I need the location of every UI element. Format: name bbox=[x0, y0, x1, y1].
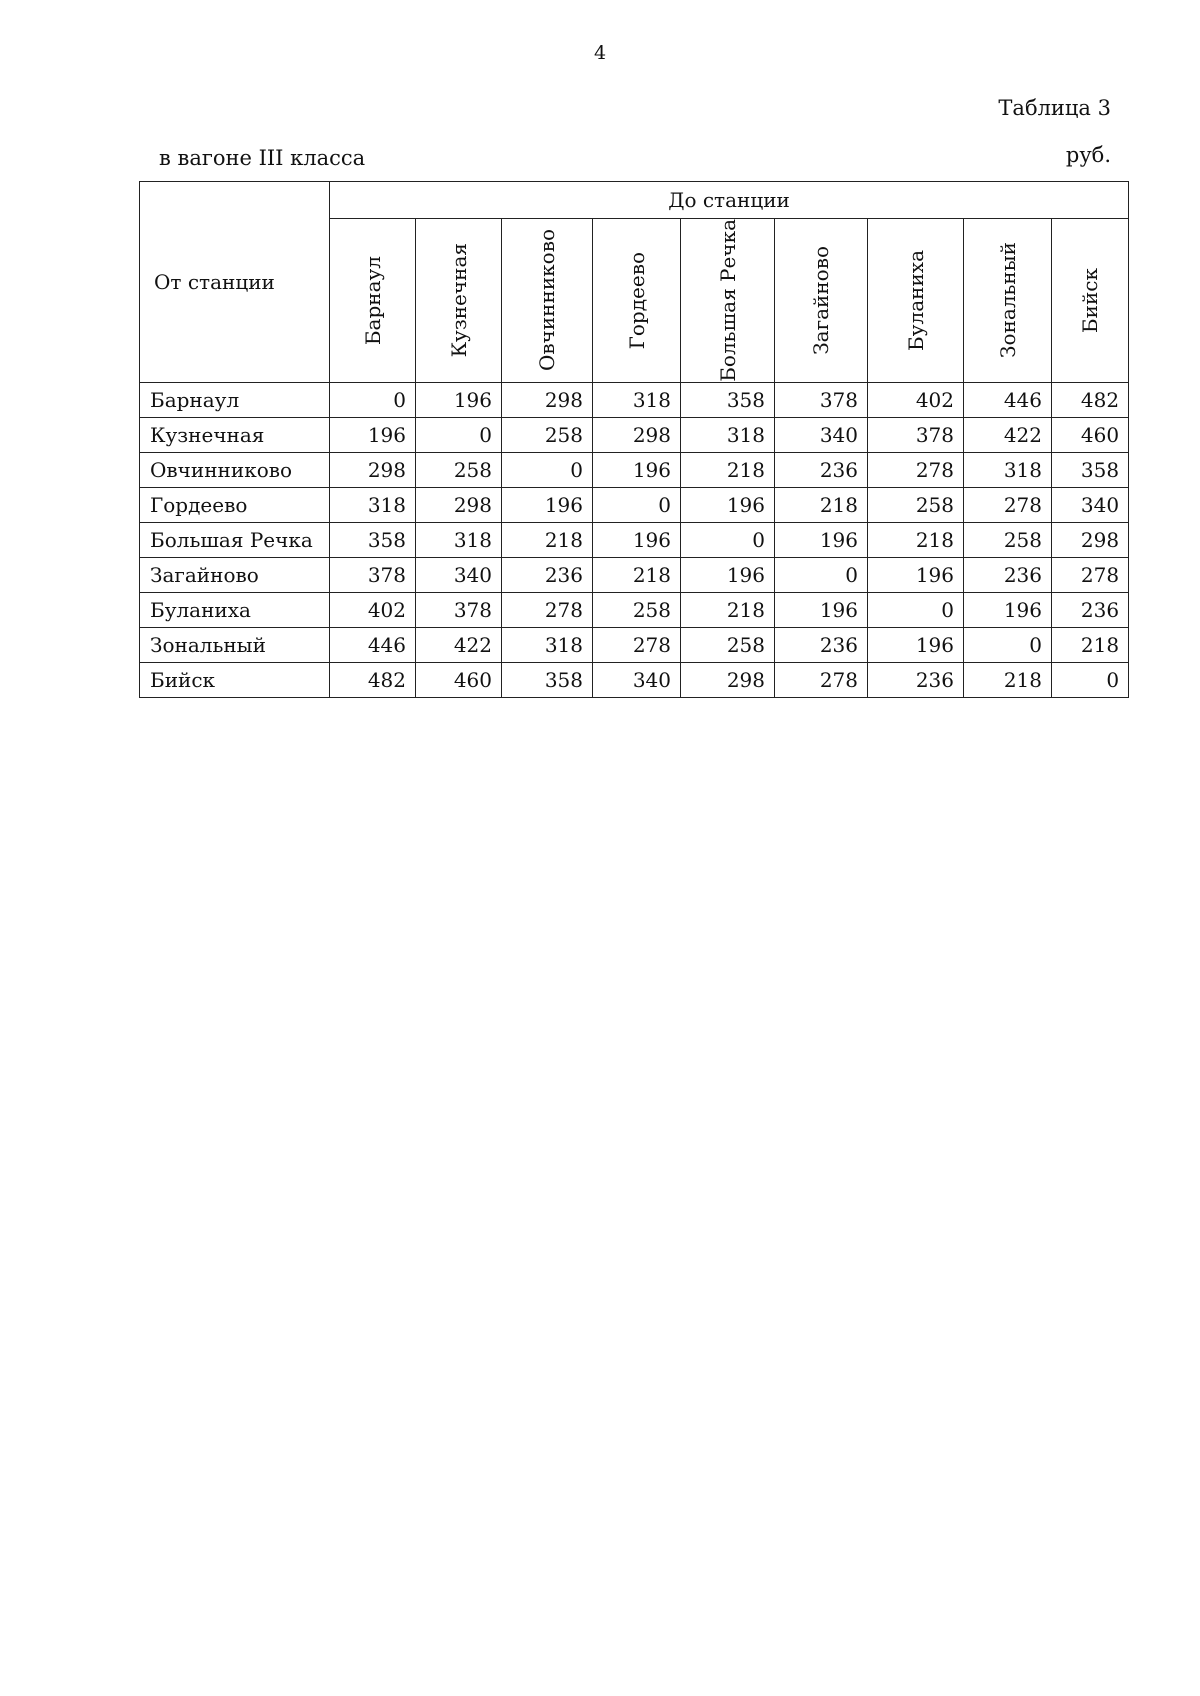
table-row bbox=[140, 662, 1129, 697]
fare-cell: 258 bbox=[416, 452, 502, 487]
table-row bbox=[140, 522, 1129, 557]
fare-cell: 196 bbox=[681, 487, 775, 522]
fare-cell: 218 bbox=[593, 557, 681, 592]
table-row bbox=[140, 557, 1129, 592]
fare-cell: 0 bbox=[964, 627, 1052, 662]
fare-cell: 196 bbox=[502, 487, 593, 522]
column-header bbox=[775, 219, 868, 383]
table-body bbox=[140, 382, 1129, 697]
fare-cell: 196 bbox=[593, 452, 681, 487]
column-header bbox=[502, 219, 593, 383]
table-subtitle: в вагоне III класса bbox=[159, 146, 366, 170]
fare-cell: 236 bbox=[964, 557, 1052, 592]
fare-cell: 340 bbox=[775, 417, 868, 452]
corner-header: От станции bbox=[140, 182, 330, 383]
fare-cell: 422 bbox=[416, 627, 502, 662]
fare-cell: 298 bbox=[502, 382, 593, 417]
column-header-label: Овчинниково bbox=[535, 229, 559, 372]
fare-cell: 402 bbox=[868, 382, 964, 417]
table-row bbox=[140, 627, 1129, 662]
fare-cell: 318 bbox=[330, 487, 416, 522]
fare-cell: 446 bbox=[964, 382, 1052, 417]
column-header-label: Буланиха bbox=[903, 249, 928, 351]
column-header-label: Кузнечная bbox=[446, 243, 471, 358]
fare-cell: 0 bbox=[416, 417, 502, 452]
column-header bbox=[964, 219, 1052, 383]
fare-table bbox=[139, 181, 1129, 698]
fare-cell: 278 bbox=[593, 627, 681, 662]
fare-cell: 378 bbox=[868, 417, 964, 452]
fare-cell: 218 bbox=[964, 662, 1052, 697]
fare-cell: 196 bbox=[593, 522, 681, 557]
column-header-label: Барнаул bbox=[360, 255, 385, 345]
fare-cell: 340 bbox=[416, 557, 502, 592]
fare-cell: 258 bbox=[593, 592, 681, 627]
row-station-label: Кузнечная bbox=[140, 417, 330, 452]
column-header bbox=[416, 219, 502, 383]
fare-cell: 196 bbox=[775, 592, 868, 627]
fare-cell: 340 bbox=[593, 662, 681, 697]
fare-cell: 0 bbox=[502, 452, 593, 487]
fare-cell: 358 bbox=[681, 382, 775, 417]
fare-cell: 236 bbox=[1052, 592, 1129, 627]
fare-cell: 298 bbox=[330, 452, 416, 487]
column-header bbox=[1052, 219, 1129, 383]
fare-cell: 218 bbox=[1052, 627, 1129, 662]
fare-cell: 298 bbox=[593, 417, 681, 452]
fare-cell: 278 bbox=[502, 592, 593, 627]
fare-cell: 482 bbox=[330, 662, 416, 697]
row-station-label: Овчинниково bbox=[140, 452, 330, 487]
column-header bbox=[868, 219, 964, 383]
row-station-label: Большая Речка bbox=[140, 522, 330, 557]
fare-cell: 258 bbox=[964, 522, 1052, 557]
table-row bbox=[140, 592, 1129, 627]
fare-cell: 0 bbox=[593, 487, 681, 522]
fare-cell: 278 bbox=[775, 662, 868, 697]
fare-cell: 378 bbox=[330, 557, 416, 592]
table-caption: Таблица 3 bbox=[998, 96, 1111, 120]
table-row bbox=[140, 487, 1129, 522]
row-station-label: Бийск bbox=[140, 662, 330, 697]
table-row bbox=[140, 382, 1129, 417]
row-station-label: Зональный bbox=[140, 627, 330, 662]
column-header bbox=[681, 219, 775, 383]
fare-cell: 258 bbox=[868, 487, 964, 522]
group-header: До станции bbox=[330, 182, 1129, 219]
fare-cell: 196 bbox=[416, 382, 502, 417]
fare-cell: 236 bbox=[775, 452, 868, 487]
column-header-label: Зональный bbox=[995, 242, 1020, 359]
fare-cell: 236 bbox=[868, 662, 964, 697]
fare-cell: 318 bbox=[593, 382, 681, 417]
fare-cell: 358 bbox=[1052, 452, 1129, 487]
fare-cell: 402 bbox=[330, 592, 416, 627]
fare-cell: 358 bbox=[502, 662, 593, 697]
table-row bbox=[140, 417, 1129, 452]
table-row bbox=[140, 452, 1129, 487]
column-header-label: Бийск bbox=[1078, 267, 1103, 333]
fare-cell: 218 bbox=[681, 452, 775, 487]
fare-cell: 258 bbox=[502, 417, 593, 452]
fare-cell: 0 bbox=[1052, 662, 1129, 697]
fare-cell: 196 bbox=[330, 417, 416, 452]
fare-cell: 278 bbox=[964, 487, 1052, 522]
fare-cell: 218 bbox=[681, 592, 775, 627]
fare-cell: 278 bbox=[1052, 557, 1129, 592]
fare-cell: 298 bbox=[681, 662, 775, 697]
fare-cell: 318 bbox=[964, 452, 1052, 487]
column-header bbox=[593, 219, 681, 383]
fare-cell: 482 bbox=[1052, 382, 1129, 417]
page-number: 4 bbox=[593, 42, 607, 64]
fare-cell: 460 bbox=[416, 662, 502, 697]
fare-cell: 298 bbox=[1052, 522, 1129, 557]
row-station-label: Буланиха bbox=[140, 592, 330, 627]
fare-cell: 422 bbox=[964, 417, 1052, 452]
fare-cell: 446 bbox=[330, 627, 416, 662]
fare-cell: 236 bbox=[502, 557, 593, 592]
fare-cell: 318 bbox=[502, 627, 593, 662]
fare-cell: 278 bbox=[868, 452, 964, 487]
fare-cell: 0 bbox=[681, 522, 775, 557]
fare-cell: 218 bbox=[502, 522, 593, 557]
fare-cell: 318 bbox=[416, 522, 502, 557]
column-header bbox=[330, 219, 416, 383]
fare-cell: 196 bbox=[868, 557, 964, 592]
fare-cell: 218 bbox=[868, 522, 964, 557]
fare-cell: 218 bbox=[775, 487, 868, 522]
column-header-label: Гордеево bbox=[624, 251, 649, 350]
fare-cell: 258 bbox=[681, 627, 775, 662]
fare-cell: 196 bbox=[964, 592, 1052, 627]
fare-cell: 378 bbox=[775, 382, 868, 417]
fare-cell: 318 bbox=[681, 417, 775, 452]
fare-cell: 0 bbox=[775, 557, 868, 592]
column-header-label: Загайново bbox=[809, 245, 833, 355]
fare-cell: 358 bbox=[330, 522, 416, 557]
fare-cell: 196 bbox=[868, 627, 964, 662]
fare-cell: 0 bbox=[330, 382, 416, 417]
fare-cell: 0 bbox=[868, 592, 964, 627]
row-station-label: Гордеево bbox=[140, 487, 330, 522]
fare-cell: 460 bbox=[1052, 417, 1129, 452]
fare-cell: 196 bbox=[775, 522, 868, 557]
unit-label: руб. bbox=[1065, 143, 1111, 167]
fare-cell: 340 bbox=[1052, 487, 1129, 522]
row-station-label: Барнаул bbox=[140, 382, 330, 417]
fare-cell: 236 bbox=[775, 627, 868, 662]
row-station-label: Загайново bbox=[140, 557, 330, 592]
fare-cell: 196 bbox=[681, 557, 775, 592]
column-header-label: Большая Речка bbox=[715, 219, 740, 382]
fare-cell: 378 bbox=[416, 592, 502, 627]
fare-cell: 298 bbox=[416, 487, 502, 522]
